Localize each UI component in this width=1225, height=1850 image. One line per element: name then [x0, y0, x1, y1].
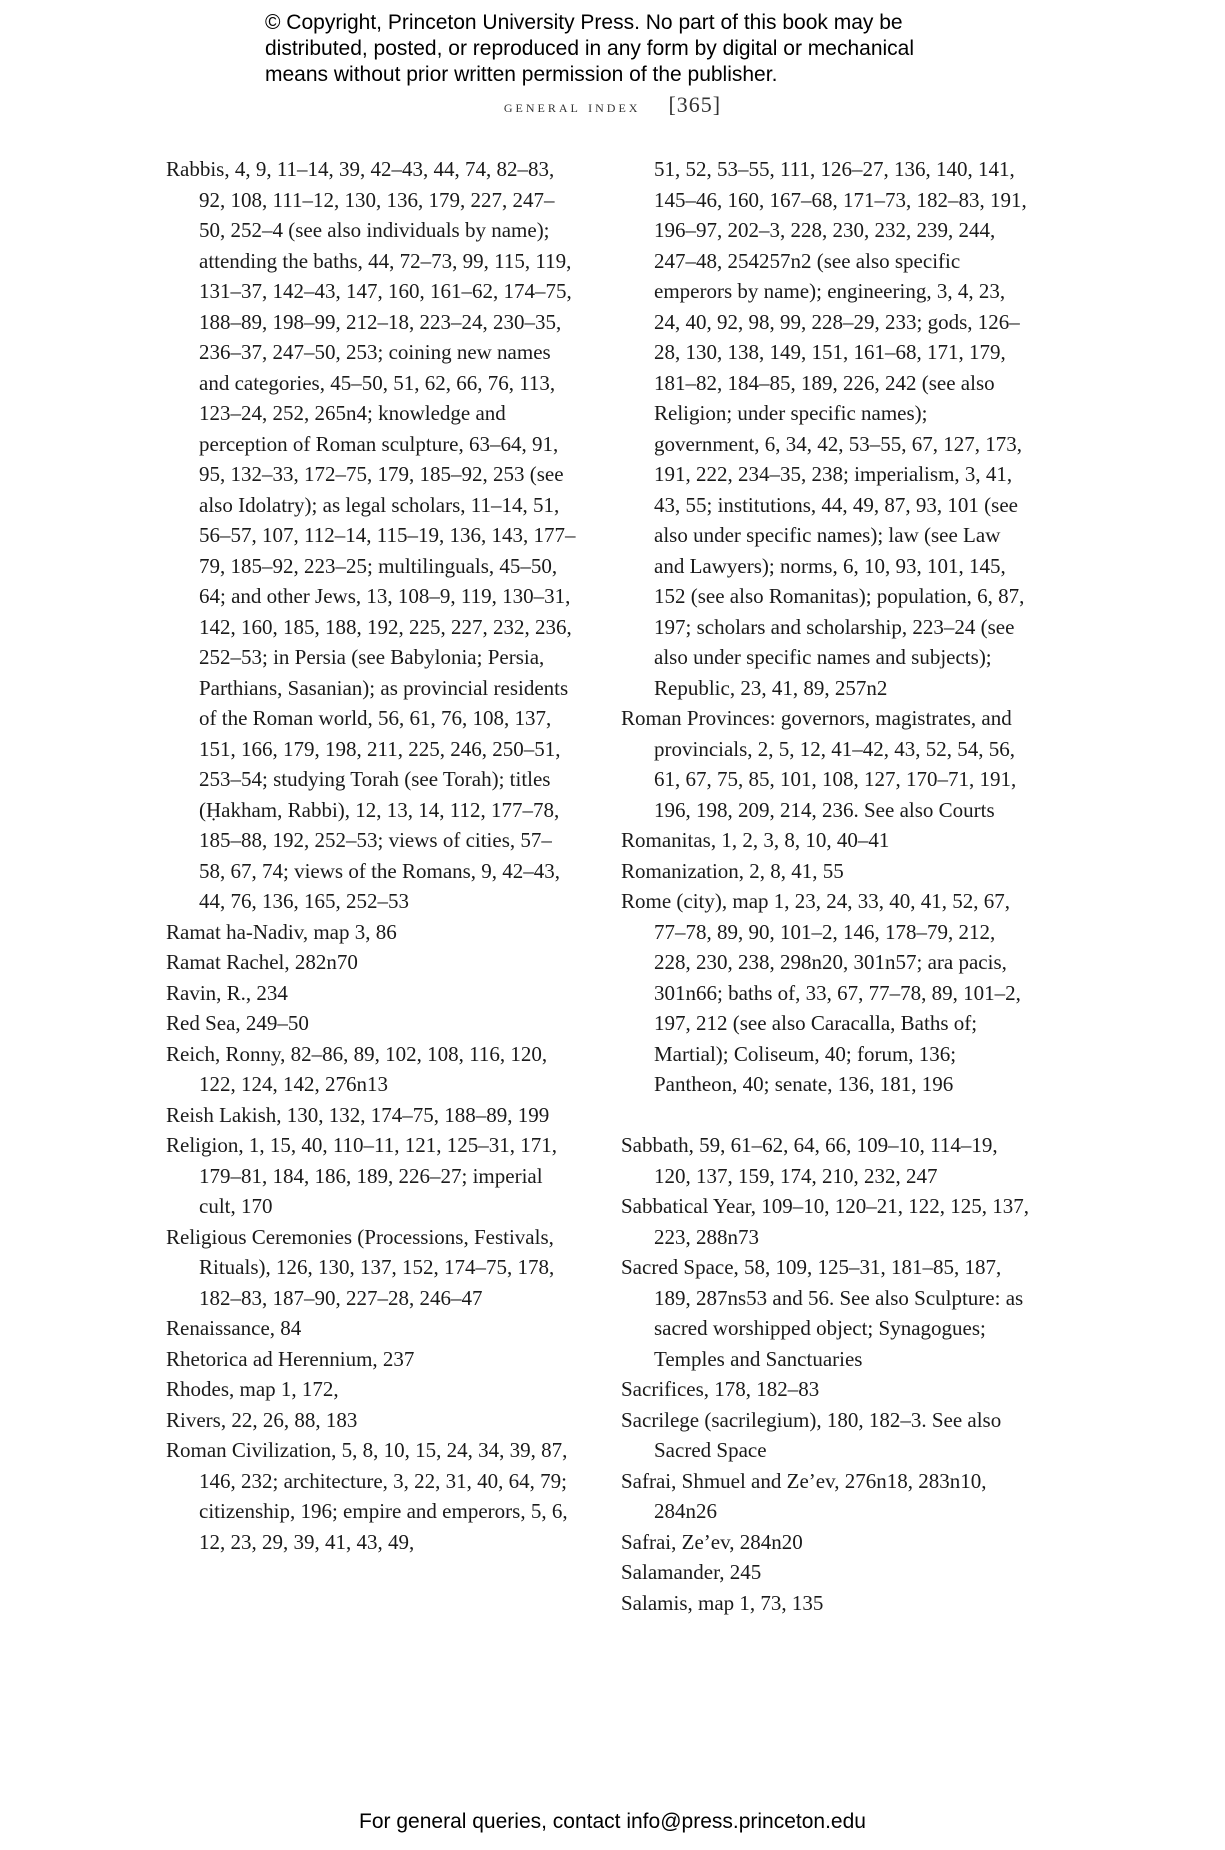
letter-section-divider: [621, 1100, 1031, 1131]
index-entry: Religious Ceremonies (Processions, Festivals, Rituals), 126, 130, 137, 152, 174–75, 178, 182–83, 187–90, 227–28, 246–47: [166, 1224, 555, 1310]
index-entry: Romanitas, 1, 2, 3, 8, 10, 40–41: [621, 828, 890, 852]
index-entry-continuation: 51, 52, 53–55, 111, 126–27, 136, 140, 141, 145–46, 160, 167–68, 171–73, 182–83, 191, 196–97, 202–3, 228, 230, 232, 239, 244, 247–48, 254257n2 (see also specific emperors by name); engineering, 3, 4, 23, 24, 40, 92, 98, 99, 228–29, 233; gods, 126–28, 130, 138, 149, 151, 161–68, 171, 179, 181–82, 184–85, 189, 226, 242 (see also Religion; under specific names); government, 6, 34, 42, 53–55, 67, 127, 173, 191, 222, 234–35, 238; imperialism, 3, 41, 43, 55; institutions, 44, 49, 87, 93, 101 (see also under specific names); law (see Law and Lawyers); norms, 6, 10, 93, 101, 145, 152 (see also Romanitas); population, 6, 87, 197; scholars and scholarship, 223–24 (see also under specific names and subjects); Republic, 23, 41, 89, 257n2: [654, 157, 1027, 700]
index-entry: Salamander, 245: [621, 1560, 762, 1584]
index-column-right: [621, 154, 1031, 1618]
index-entry: Sabbatical Year, 109–10, 120–21, 122, 125, 137, 223, 288n73: [621, 1194, 1030, 1249]
copyright-notice: [265, 10, 1025, 88]
index-entry: Rhodes, map 1, 172,: [166, 1377, 339, 1401]
copyright-line-3: means without prior written permission of the publisher.: [265, 63, 778, 86]
index-entry: Rome (city), map 1, 23, 24, 33, 40, 41, 52, 67, 77–78, 89, 90, 101–2, 146, 178–79, 212, 228, 230, 238, 298n20, 301n57; ara pacis, 301n66; baths of, 33, 67, 77–78, 89, 101–2, 197, 212 (see also Caracalla, Baths of; Martial); Coliseum, 40; forum, 136; Pantheon, 40; senate, 136, 181, 196: [621, 889, 1021, 1096]
index-entry: Sacrifices, 178, 182–83: [621, 1377, 820, 1401]
index-entry: Sabbath, 59, 61–62, 64, 66, 109–10, 114–19, 120, 137, 159, 174, 210, 232, 247: [621, 1133, 998, 1188]
index-entry: Romanization, 2, 8, 41, 55: [621, 858, 844, 883]
index-entry: Rabbis, 4, 9, 11–14, 39, 42–43, 44, 74, 82–83, 92, 108, 111–12, 130, 136, 179, 227, 247–50, 252–4 (see also individuals by name); attending the baths, 44, 72–73, 99, 115, 119, 131–37, 142–43, 147, 160, 161–62, 174–75, 188–89, 198–99, 212–18, 223–24, 230–35, 236–37, 247–50, 253; coining new names and categories, 45–50, 51, 62, 66, 76, 113, 123–24, 252, 265n4; knowledge and perception of Roman sculpture, 63–64, 91, 95, 132–33, 172–75, 179, 185–92, 253 (see also Idolatry); as legal scholars, 11–14, 51, 56–57, 107, 112–14, 115–19, 136, 143, 177–79, 185–92, 223–25; multilinguals, 45–50, 64; and other Jews, 13, 108–9, 119, 130–31, 142, 160, 185, 188, 192, 225, 227, 232, 236, 252–53; in Persia (see Babylonia; Persia, Parthians, Sasanian); as provincial residents of the Roman world, 56, 61, 76, 108, 137, 151, 166, 179, 198, 211, 225, 246, 250–51, 253–54; studying Torah (see Torah); titles (Ḥakham, Rabbi), 12, 13, 14, 112, 177–78, 185–88, 192, 252–53; views of cities, 57–58, 67, 74; views of the Romans, 9, 42–43, 44, 76, 136, 165, 252–53: [166, 157, 576, 913]
footer-contact: For general queries, contact info@press.princeton.edu: [359, 1810, 866, 1833]
index-entry: Reish Lakish, 130, 132, 174–75, 188–89, 199: [166, 1102, 550, 1127]
index-entry: Sacrilege (sacrilegium), 180, 182–3. See also Sacred Space: [621, 1407, 1002, 1462]
index-entry: Sacred Space, 58, 109, 125–31, 181–85, 187, 189, 287ns53 and 56. See also Sculpture: as sacred worshipped object; Synagogues; Temples and Sanctuaries: [621, 1255, 1024, 1371]
index-entry: Roman Provinces: governors, magistrates, and provincials, 2, 5, 12, 41–42, 43, 52, 54, 56, 61, 67, 75, 85, 101, 108, 127, 170–71, 191, 196, 198, 209, 214, 236. See also Courts: [621, 706, 1017, 822]
index-entry: Renaissance, 84: [166, 1316, 302, 1340]
running-head-title: general index: [503, 97, 641, 116]
index-entry: Ramat Rachel, 282n70: [166, 950, 358, 974]
index-column-left: [166, 154, 576, 1557]
copyright-line-2: distributed, posted, or reproduced in any form by digital or mechanical: [265, 37, 915, 60]
index-entry: Safrai, Shmuel and Ze’ev, 276n18, 283n10, 284n26: [621, 1468, 987, 1523]
index-entry: Rivers, 22, 26, 88, 183: [166, 1407, 358, 1432]
copyright-line-1: © Copyright, Princeton University Press. No part of this book may be: [265, 11, 903, 34]
index-entry: Reich, Ronny, 82–86, 89, 102, 108, 116, 120, 122, 124, 142, 276n13: [166, 1041, 548, 1096]
index-entry: Rhetorica ad Herennium, 237: [166, 1346, 415, 1371]
index-entry: Religion, 1, 15, 40, 110–11, 121, 125–31, 171, 179–81, 184, 186, 189, 226–27; imperial cult, 170: [166, 1133, 558, 1218]
index-entry: Ramat ha-Nadiv, map 3, 86: [166, 919, 397, 944]
index-entry: Salamis, map 1, 73, 135: [621, 1590, 824, 1615]
index-entry: Roman Civilization, 5, 8, 10, 15, 24, 34, 39, 87, 146, 232; architecture, 3, 22, 31, 40, 64, 79; citizenship, 196; empire and emperors, 5, 6, 12, 23, 29, 39, 41, 43, 49,: [166, 1438, 568, 1554]
page-number: [365]: [668, 92, 722, 117]
index-entry: Ravin, R., 234: [166, 980, 288, 1005]
running-head: [0, 92, 1225, 118]
index-entry: Safrai, Ze’ev, 284n20: [621, 1529, 803, 1554]
index-entry: Red Sea, 249–50: [166, 1011, 309, 1035]
